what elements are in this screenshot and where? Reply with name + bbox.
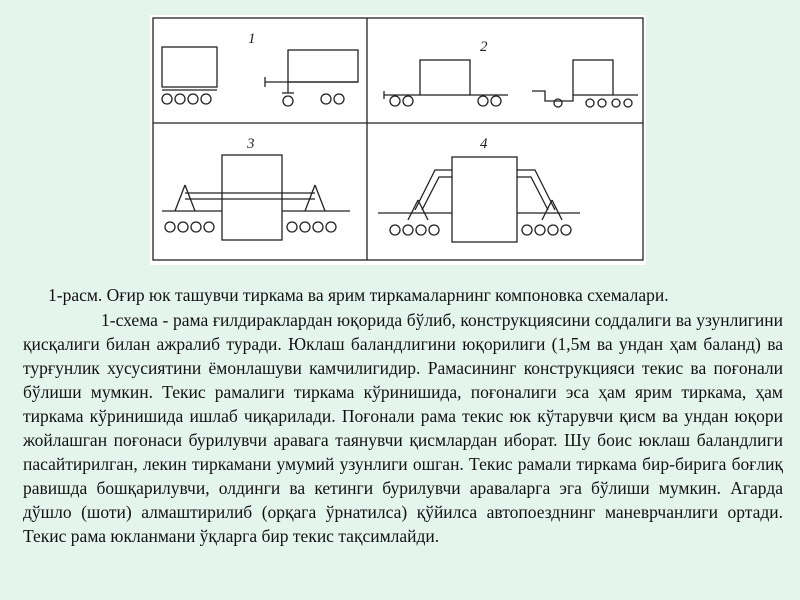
wheel (162, 94, 172, 104)
panel-label-1: 1 (248, 31, 256, 47)
wheel (204, 222, 214, 232)
figure-frame (153, 18, 643, 260)
panel-label-2: 2 (480, 39, 488, 55)
wheel (491, 96, 501, 106)
panel-4-drawing (378, 157, 580, 242)
wheel (326, 222, 336, 232)
wheel (178, 222, 188, 232)
wheel (201, 94, 211, 104)
figure-caption: 1-расм. Оғир юк ташувчи тиркама ва ярим тиркамаларнинг компоновка схемалари. (48, 285, 669, 305)
wheel (300, 222, 310, 232)
wheel (287, 222, 297, 232)
wheel (554, 99, 562, 107)
panel-1-trailer-body (288, 50, 358, 82)
panel-label-4: 4 (480, 136, 488, 152)
wheel (165, 222, 175, 232)
wheel (403, 96, 413, 106)
wheel (548, 225, 558, 235)
wheel (188, 94, 198, 104)
wheel (598, 99, 606, 107)
panel-2-left-body (420, 60, 470, 95)
panel-4-load-block (452, 157, 517, 242)
wheel (334, 94, 344, 104)
wheel (416, 225, 426, 235)
wheel (586, 99, 594, 107)
wheel (175, 94, 185, 104)
body-paragraph: 1-схема - рама ғилдираклардан юқорида бўлиб, конструкциясини соддалиги ва узунлигини қисқалиги билан ажралиб туради. Юклаш баландлигини юқорилиги (1,5м ва ундан ҳам баланд) ва турғунлик хусусиятини ёмонлашуви камчилигидир. Рамасининг конструкцияси текис ва поғонали бўлиши мумкин. Текис рамалиги тиркама кўринишида, поғоналиги эса ҳам ярим тиркама, ҳам тиркама кўринишида ишлаб чиқарилади. Поғонали рама текис юк кўтарувчи қисм ва ундан юқори жойлашган поғонаси бурилувчи аравага таянувчи қисмлардан иборат. Шу боис юклаш баландлиги пасайтирилган, лекин тиркамани умумий узунлиги ошган. Текис рамали тиркама бир-бирига боғлиқ равишда бошқарилувчи, олдинги ва кетинги бурилувчи араваларга эга бўлиши мумкин. Агарда дўшло (шоти) алмаштирилиб (орқага ўрнатилса) қўйилса автопоезднинг маневрчанлиги ортади. Текис рама юкланмани ўқларга бир текис тақсимлайди. (23, 310, 783, 546)
wheel (313, 222, 323, 232)
wheel (522, 225, 532, 235)
wheel (561, 225, 571, 235)
scheme-drawing (150, 15, 646, 265)
panel-3-drawing (162, 155, 350, 240)
wheel (390, 96, 400, 106)
wheel (283, 96, 293, 106)
scheme-figure (150, 15, 646, 265)
panel-2-drawing (384, 60, 638, 107)
wheel (403, 225, 413, 235)
wheel (390, 225, 400, 235)
wheel (624, 99, 632, 107)
wheel (478, 96, 488, 106)
panel-2-right-body (573, 60, 613, 95)
wheel (612, 99, 620, 107)
wheel (191, 222, 201, 232)
wheel (535, 225, 545, 235)
wheel (429, 225, 439, 235)
panel-1-truck-body (162, 47, 217, 87)
panel-label-3: 3 (247, 136, 255, 152)
panel-3-load-block (222, 155, 282, 240)
panel-1-drawing (162, 47, 358, 106)
wheel (321, 94, 331, 104)
